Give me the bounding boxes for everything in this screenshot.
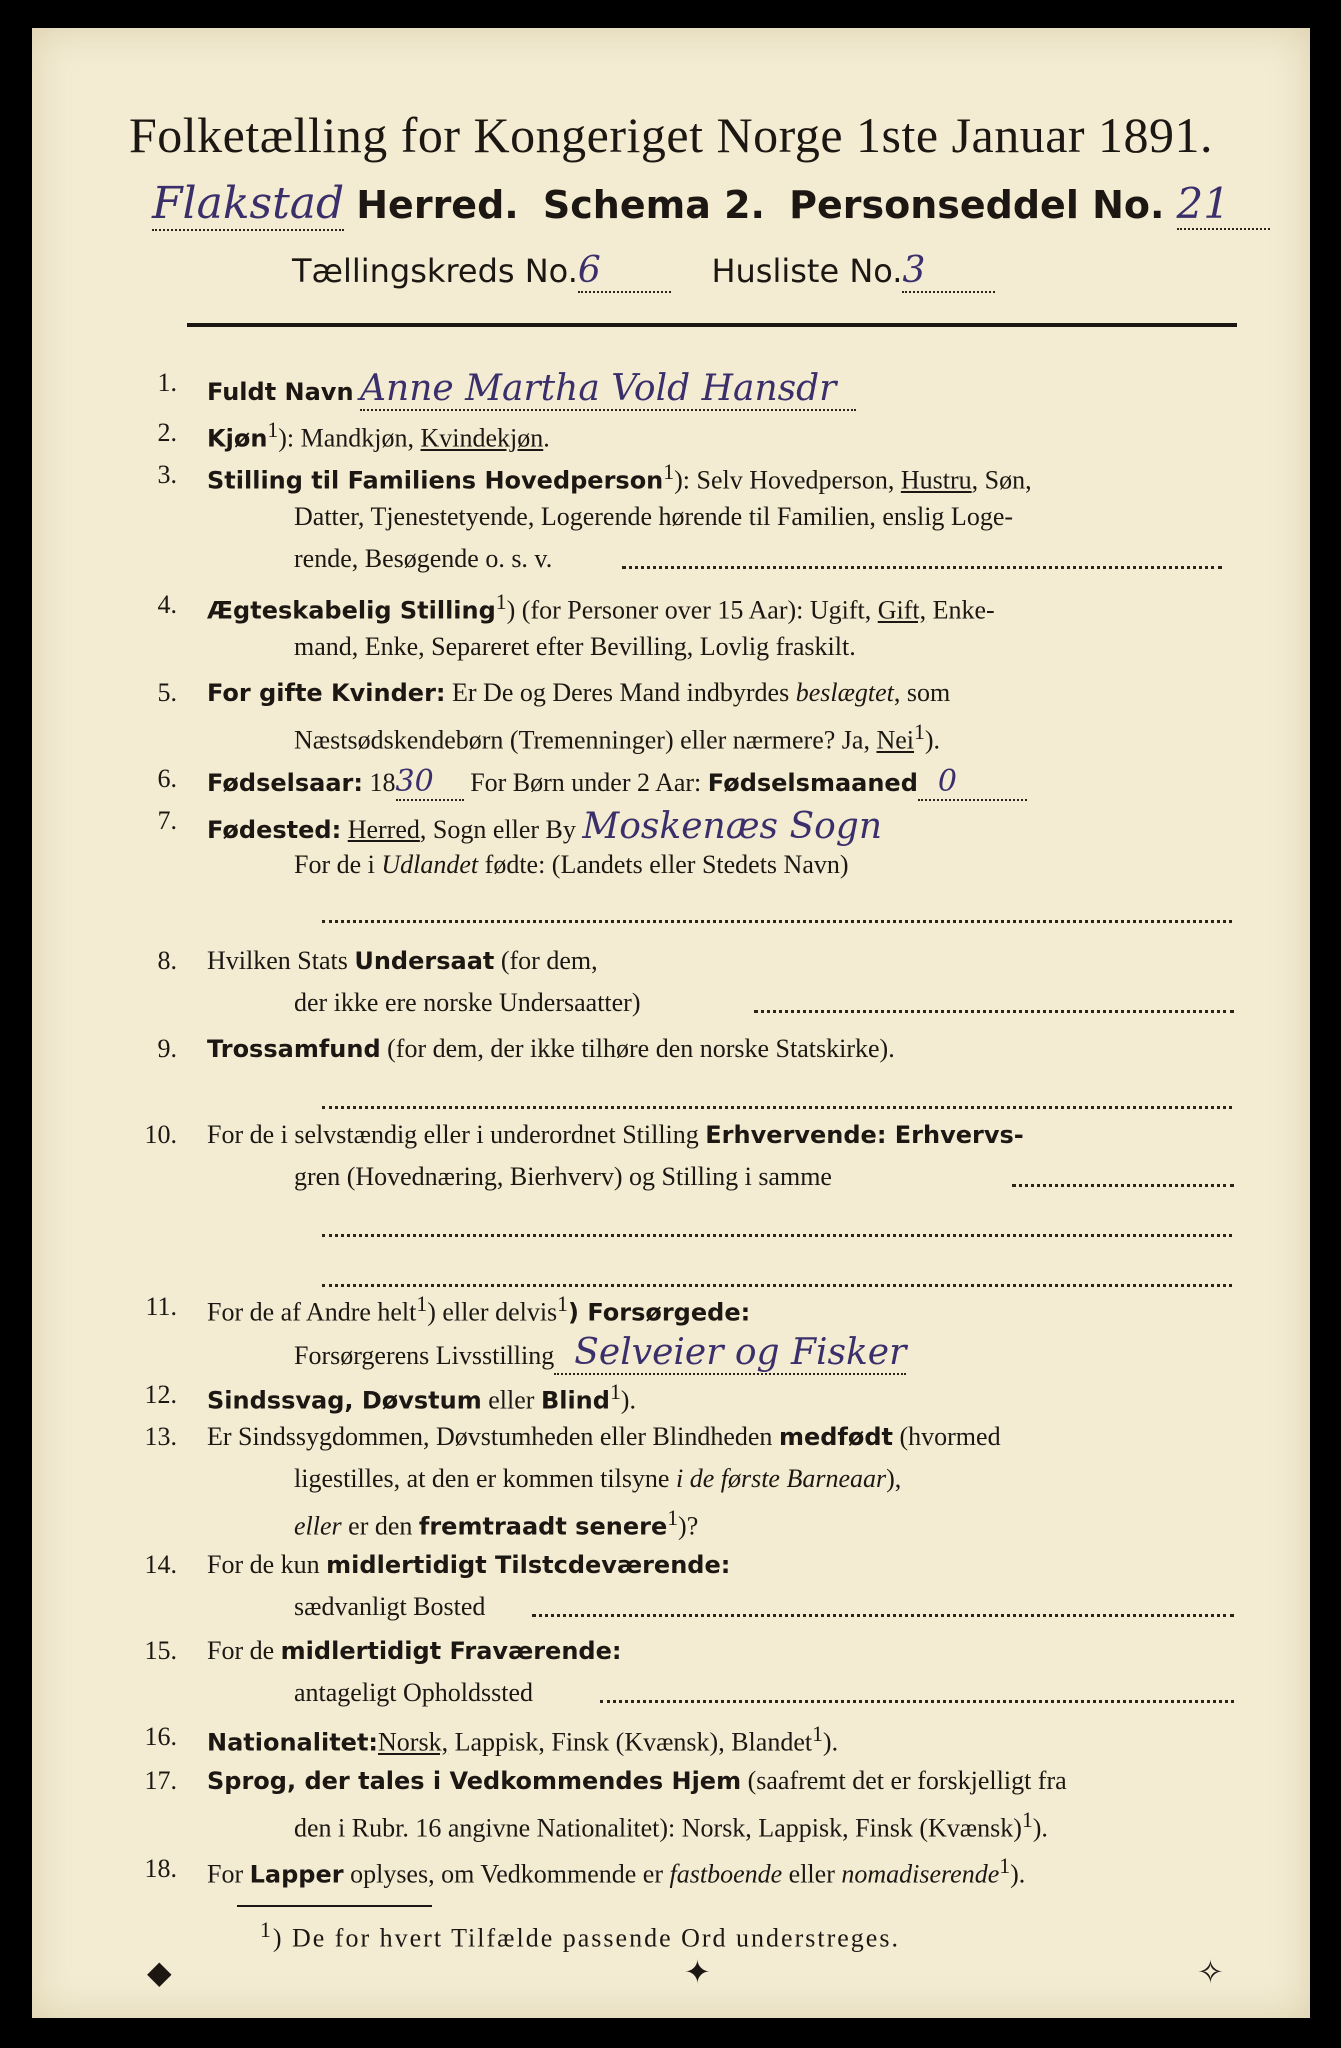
q5-selected: Nei bbox=[876, 725, 914, 755]
q7-number: 7. bbox=[157, 806, 177, 835]
q8-line2: der ikke ere norske Undersaatter) bbox=[294, 988, 641, 1017]
q15-number: 15. bbox=[144, 1636, 177, 1665]
q10-answer-line-3 bbox=[322, 1284, 1232, 1287]
q10-label: Erhvervende: Erhvervs- bbox=[705, 1121, 1024, 1149]
q7-selected: Herred bbox=[347, 815, 420, 844]
pin-mark-icon: ✧ bbox=[1197, 1953, 1224, 1991]
q5-line2-text: Næstsødskendebørn (Tremenninger) eller nærmere? Ja, bbox=[294, 725, 877, 755]
personseddel-label: Personseddel No. bbox=[789, 183, 1165, 227]
q13-label: medfødt bbox=[778, 1423, 893, 1451]
footnote-sup: 1 bbox=[260, 1918, 273, 1942]
q2-label: Kjøn bbox=[207, 424, 268, 453]
q18-number: 18. bbox=[144, 1854, 177, 1883]
q10-number: 10. bbox=[144, 1120, 177, 1149]
q14-number: 14. bbox=[144, 1550, 177, 1579]
q7-italic: Udlandet bbox=[381, 850, 479, 879]
q6-value2: 0 bbox=[918, 764, 1027, 801]
form-title: Folketælling for Kongeriget Norge 1ste Januar 1891. bbox=[128, 107, 1214, 163]
q7-line2b: fødte: (Landets eller Stedets Navn) bbox=[478, 850, 849, 879]
q13-line2b: ), bbox=[886, 1464, 902, 1493]
q7-line2 bbox=[294, 850, 849, 880]
q9-number: 9. bbox=[157, 1034, 177, 1063]
q1-value: Anne Martha Vold Hansdr bbox=[360, 368, 856, 411]
q2-end: . bbox=[543, 423, 550, 453]
q2-selected: Kvindekjøn bbox=[420, 423, 544, 453]
q2-number: 2. bbox=[157, 418, 177, 447]
q17-label: Sprog, der tales i Vedkommendes Hjem bbox=[207, 1767, 742, 1795]
q4-options-a: ) (for Personer over 15 Aar): Ugift, bbox=[506, 595, 878, 625]
q4-sup: 1 bbox=[495, 590, 507, 614]
q13-sup: 1 bbox=[667, 1506, 679, 1530]
q9-text: (for dem, der ikke tilhøre den norske Statskirke). bbox=[380, 1034, 895, 1063]
q11-value: Selveier og Fisker bbox=[554, 1332, 906, 1375]
header-rule bbox=[187, 323, 1237, 327]
q4-options-b: Enke- bbox=[926, 595, 995, 625]
q13-text: Er Sindssygdommen, Døvstumheden eller Blindheden bbox=[207, 1422, 779, 1451]
q11-number: 11. bbox=[145, 1292, 177, 1321]
q4-line2: mand, Enke, Separeret efter Bevilling, Lovlig fraskilt. bbox=[294, 632, 856, 661]
q18-end: ). bbox=[1010, 1859, 1026, 1889]
q3-line2: Datter, Tjenestetyende, Logerende hørende til Familien, enslig Loge- bbox=[294, 502, 1014, 531]
q17-sup: 1 bbox=[1021, 1808, 1033, 1832]
q17-text: (saafremt det er forskjelligt fra bbox=[741, 1766, 1067, 1795]
q10-answer-line-1 bbox=[1012, 1184, 1234, 1187]
q7-line2a: For de i bbox=[294, 850, 382, 879]
q8-number: 8. bbox=[157, 946, 177, 975]
q17-line2 bbox=[294, 1808, 1048, 1844]
footnote-text: ) De for hvert Tilfælde passende Ord understreges. bbox=[272, 1923, 900, 1953]
q15-text: For de bbox=[207, 1636, 281, 1665]
q13-number: 13. bbox=[144, 1422, 177, 1451]
q11-text-b: ) eller delvis bbox=[427, 1297, 558, 1327]
kreds-value: 6 bbox=[578, 250, 671, 293]
q18-italic-b: nomadiserende bbox=[841, 1859, 1000, 1889]
q13-line2a: ligestilles, at den er kommen tilsyne bbox=[294, 1464, 676, 1493]
q16-label: Nationalitet: bbox=[207, 1728, 379, 1757]
q18-sup: 1 bbox=[999, 1854, 1011, 1878]
q6-prefix: 18 bbox=[363, 768, 396, 797]
herred-line bbox=[152, 178, 1270, 229]
q4-number: 4. bbox=[157, 590, 177, 619]
q3-answer-line bbox=[622, 566, 1222, 569]
q5-text-b: , som bbox=[893, 678, 951, 707]
q13-label3: fremtraadt senere bbox=[418, 1512, 668, 1541]
q14-text: For de kun bbox=[207, 1550, 327, 1579]
q5-italic: beslægtet bbox=[795, 678, 894, 707]
q7-value: Moskenæs Sogn bbox=[582, 806, 883, 847]
q11-line2-text: Forsørgerens Livsstilling bbox=[294, 1341, 555, 1370]
q16-options: Lappisk, Finsk (Kvænsk), Blandet bbox=[448, 1727, 813, 1757]
cross-mark-icon: ✦ bbox=[684, 1953, 711, 1991]
q3-label: Stilling til Familiens Hovedperson bbox=[207, 466, 664, 495]
q6-label: Fødselsaar: bbox=[207, 769, 363, 797]
q5-end: ). bbox=[924, 725, 940, 755]
q14-line2: sædvanligt Bosted bbox=[294, 1592, 486, 1621]
q3-line3-text: rende, Besøgende o. s. v. bbox=[294, 544, 553, 573]
q17-end: ). bbox=[1032, 1813, 1048, 1843]
q17-number: 17. bbox=[144, 1766, 177, 1795]
q18-text-b: oplyses, om Vedkommende er bbox=[343, 1859, 670, 1889]
q11-sup-a: 1 bbox=[416, 1292, 428, 1316]
footnote-rule bbox=[237, 1905, 432, 1907]
q17-line2-text: den i Rubr. 16 angivne Nationalitet): Norsk, Lappisk, Finsk (Kvænsk) bbox=[294, 1813, 1022, 1843]
q11-sup-b: 1 bbox=[557, 1292, 568, 1316]
q2-options: ): Mandkjøn, bbox=[278, 423, 421, 453]
q12-end: ). bbox=[620, 1385, 636, 1415]
q3-options-a: ): Selv Hovedperson, bbox=[674, 465, 901, 495]
q6-label2: Fødselsmaaned bbox=[707, 769, 918, 797]
q16-number: 16. bbox=[144, 1722, 177, 1751]
q12-number: 12. bbox=[144, 1380, 177, 1409]
schema-label: Schema 2. bbox=[542, 183, 765, 227]
q5-text: Er De og Deres Mand indbyrdes bbox=[445, 678, 796, 707]
q13-line3 bbox=[294, 1506, 698, 1542]
q15-answer-line bbox=[600, 1700, 1234, 1703]
q13-line2 bbox=[294, 1464, 901, 1494]
husliste-value: 3 bbox=[902, 250, 995, 293]
q8-label: Undersaat bbox=[354, 947, 495, 975]
personseddel-value: 21 bbox=[1177, 179, 1270, 230]
q9-answer-line bbox=[322, 1106, 1232, 1109]
q5-label: For gifte Kvinder: bbox=[207, 679, 446, 707]
herred-label: Herred. bbox=[356, 183, 519, 227]
q4-label: Ægteskabelig Stilling bbox=[207, 596, 496, 625]
q3-line3 bbox=[294, 544, 552, 574]
q5-sup: 1 bbox=[914, 720, 925, 744]
q7-label: Fødested: bbox=[207, 816, 342, 844]
q5-number: 5. bbox=[157, 678, 177, 707]
herred-value: Flakstad bbox=[152, 178, 345, 229]
q11-text: For de af Andre helt bbox=[207, 1297, 417, 1327]
q10-text: For de i selvstændig eller i underordnet Stilling bbox=[207, 1120, 706, 1149]
q13-line3b: er den bbox=[341, 1511, 419, 1541]
ink-blot-icon: ◆ bbox=[147, 1953, 172, 1991]
q7-answer-line bbox=[322, 920, 1232, 923]
q9-label: Trossamfund bbox=[207, 1035, 381, 1063]
q1-label: Fuldt Navn bbox=[207, 378, 354, 406]
q13-text-b: (hvormed bbox=[892, 1422, 1001, 1451]
q18-italic-a: fastboende bbox=[669, 1859, 783, 1889]
q5-line2 bbox=[294, 720, 940, 756]
q14-answer-line bbox=[532, 1614, 1234, 1617]
q11-line2 bbox=[294, 1332, 906, 1373]
q8-answer-line bbox=[754, 1010, 1234, 1013]
q16-sup: 1 bbox=[812, 1722, 823, 1746]
kreds-label: Tællingskreds No. bbox=[292, 252, 578, 290]
q13-line3c: )? bbox=[678, 1511, 699, 1541]
q18-text-c: eller bbox=[782, 1859, 842, 1889]
q12-label: Sindssvag, Døvstum bbox=[207, 1386, 482, 1415]
q8-text-b: (for dem, bbox=[494, 946, 598, 975]
q13-line3a: eller bbox=[294, 1511, 342, 1541]
q4-selected: Gift, bbox=[877, 595, 927, 625]
q12-label2: Blind bbox=[540, 1386, 610, 1415]
q15-line2: antageligt Opholdssted bbox=[294, 1678, 534, 1707]
q6-text: For Børn under 2 Aar: bbox=[463, 768, 708, 797]
q15-label: midlertidigt Fraværende: bbox=[280, 1637, 622, 1665]
q8-text: Hvilken Stats bbox=[207, 946, 355, 975]
q3-options-b: , Søn, bbox=[971, 465, 1032, 495]
q18-label: Lapper bbox=[249, 1860, 344, 1889]
q12-sup: 1 bbox=[609, 1380, 621, 1404]
q11-label: ) Forsørgede: bbox=[568, 1298, 751, 1327]
census-form-sheet bbox=[32, 28, 1310, 2018]
kreds-line bbox=[292, 250, 995, 291]
q3-selected: Hustru bbox=[900, 465, 972, 495]
q2-sup: 1 bbox=[267, 418, 279, 442]
q16-end: ). bbox=[822, 1727, 839, 1757]
q1-number: 1. bbox=[157, 368, 177, 397]
q7-text: , Sogn eller By bbox=[419, 815, 583, 844]
husliste-label: Husliste No. bbox=[711, 252, 903, 290]
footnote bbox=[260, 1918, 900, 1954]
q3-number: 3. bbox=[157, 460, 177, 489]
q10-line2: gren (Hovednæring, Bierhverv) og Stilling i samme bbox=[294, 1162, 832, 1191]
q10-answer-line-2 bbox=[322, 1234, 1232, 1237]
q12-text: eller bbox=[481, 1385, 541, 1415]
q3-sup: 1 bbox=[663, 460, 675, 484]
q14-label: midlertidigt Tilstcdeværende: bbox=[326, 1551, 731, 1579]
q16-selected: Norsk, bbox=[378, 1727, 449, 1757]
q6-value: 30 bbox=[396, 764, 464, 801]
q6-number: 6. bbox=[157, 764, 177, 793]
q18-text: For bbox=[207, 1859, 250, 1889]
q13-italic: i de første Barneaar bbox=[675, 1464, 887, 1493]
